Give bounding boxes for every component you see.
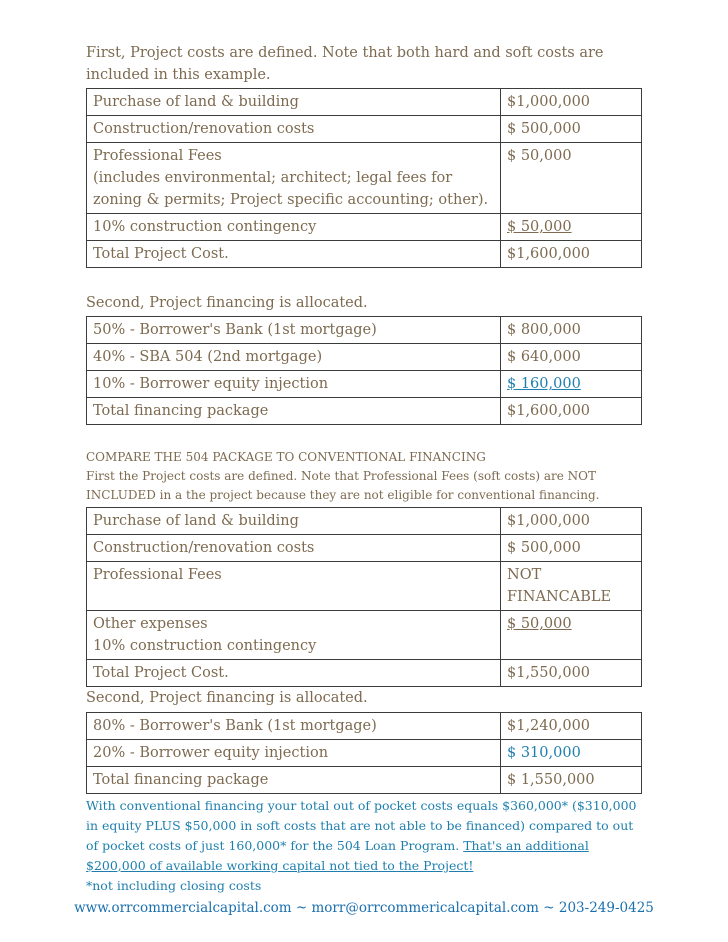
row-label: 20% - Borrower equity injection xyxy=(87,740,501,767)
table-row xyxy=(87,713,642,740)
row-label-cell xyxy=(87,611,501,660)
row-label: Total financing package xyxy=(87,398,501,425)
row-amount: $1,600,000 xyxy=(501,241,642,268)
financing-table xyxy=(86,316,642,425)
row-amount: $ 800,000 xyxy=(501,317,642,344)
row-label: Construction/renovation costs xyxy=(87,535,501,562)
table-row xyxy=(87,562,642,611)
row-label: Purchase of land & building xyxy=(87,89,501,116)
table-row xyxy=(87,241,642,268)
table-row xyxy=(87,767,642,794)
table-row xyxy=(87,535,642,562)
row-amount: $ 640,000 xyxy=(501,344,642,371)
section4-intro: Second, Project financing is allocated. xyxy=(86,690,368,706)
summary-link[interactable]: That's an additional $200,000 of available working capital not tied to the Project! xyxy=(86,838,589,873)
row-label: Construction/renovation costs xyxy=(87,116,501,143)
table-row xyxy=(87,740,642,767)
table-row xyxy=(87,116,642,143)
table-row xyxy=(87,371,642,398)
section1-intro: First, Project costs are defined. Note that both hard and soft costs are included in this example. xyxy=(86,45,604,83)
row-amount: $ 160,000 xyxy=(507,376,581,392)
row-label: Purchase of land & building xyxy=(87,508,501,535)
row-amount: NOT FINANCABLE xyxy=(501,562,642,611)
row-label: 40% - SBA 504 (2nd mortgage) xyxy=(87,344,501,371)
row-amount: $1,000,000 xyxy=(501,89,642,116)
row-label-cell xyxy=(87,143,501,214)
row-label: Total financing package xyxy=(87,767,501,794)
project-costs-table xyxy=(86,88,642,268)
row-amount: $1,000,000 xyxy=(501,508,642,535)
row-amount: $1,600,000 xyxy=(501,398,642,425)
table-row xyxy=(87,660,642,687)
row-amount: $ 310,000 xyxy=(507,745,581,761)
summary-note: *not including closing costs xyxy=(86,878,262,893)
row-amount: $ 1,550,000 xyxy=(501,767,642,794)
table-row xyxy=(87,344,642,371)
table-row xyxy=(87,317,642,344)
row-amount: $1,550,000 xyxy=(501,660,642,687)
table-row xyxy=(87,143,642,214)
conventional-financing-table xyxy=(86,712,642,794)
conventional-costs-table xyxy=(86,507,642,687)
summary-text: With conventional financing your total out of pocket costs equals $360,000* ($310,000 in equity PLUS $50,000 in soft costs that are not able to be financed) compared to out of pocket costs of just 160,000* for the 504 Loan Program. xyxy=(86,798,637,853)
compare-heading: COMPARE THE 504 PACKAGE TO CONVENTIONAL FINANCING xyxy=(86,450,486,464)
section2-intro: Second, Project financing is allocated. xyxy=(86,295,368,311)
row-label: 10% construction contingency xyxy=(87,214,501,241)
row-label: Other expenses xyxy=(93,616,208,632)
summary-paragraph xyxy=(86,796,642,896)
row-label: 10% - Borrower equity injection xyxy=(87,371,501,398)
table-row xyxy=(87,89,642,116)
row-amount: $ 50,000 xyxy=(501,143,642,214)
row-label: Professional Fees xyxy=(87,562,501,611)
row-sublabel: (includes environmental; architect; legal fees for zoning & permits; Project specific accounting; other). xyxy=(93,170,489,208)
row-label: Total Project Cost. xyxy=(87,241,501,268)
row-label: Total Project Cost. xyxy=(87,660,501,687)
row-label: 80% - Borrower's Bank (1st mortgage) xyxy=(87,713,501,740)
row-amount: $ 50,000 xyxy=(507,219,572,235)
compare-intro: First the Project costs are defined. Note that Professional Fees (soft costs) are NOT INCLUDED in a the project because they are not eligible for conventional financing. xyxy=(86,469,600,502)
table-row xyxy=(87,508,642,535)
row-amount: $ 500,000 xyxy=(501,535,642,562)
table-row xyxy=(87,214,642,241)
row-label: 50% - Borrower's Bank (1st mortgage) xyxy=(87,317,501,344)
row-amount: $ 50,000 xyxy=(507,616,572,632)
table-row xyxy=(87,398,642,425)
footer-contact[interactable]: www.orrcommercialcapital.com ~ morr@orrcommericalcapital.com ~ 203-249-0425 xyxy=(74,900,654,916)
row-sublabel: 10% construction contingency xyxy=(93,638,317,654)
row-amount: $1,240,000 xyxy=(501,713,642,740)
table-row xyxy=(87,611,642,660)
row-amount: $ 500,000 xyxy=(501,116,642,143)
row-label: Professional Fees xyxy=(93,148,222,164)
